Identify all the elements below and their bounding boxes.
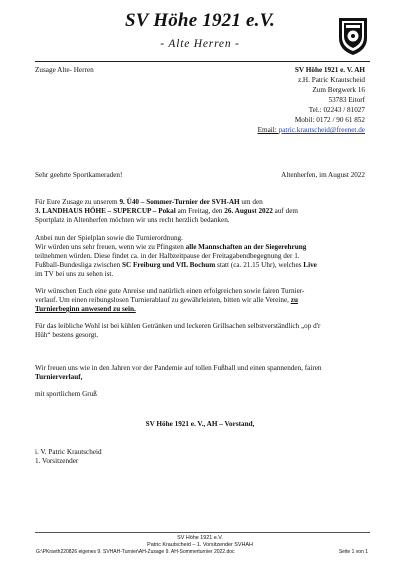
footer-page-number: Seite 1 von 1 — [338, 549, 368, 555]
signature-name: i. V. Patric Krautscheid — [35, 448, 102, 456]
p1b-seg-3: 26. August 2022 — [224, 207, 273, 215]
body-p3-line2 — [35, 296, 298, 305]
p1-seg-3: um den — [239, 198, 263, 206]
body-p4-line1: Für das leibliche Wohl ist bei kühlen Getränken und leckeren Grillsachen selbstverständlich „op d'r — [35, 322, 321, 330]
p3b-seg-1: verlauf. Um einen reibungslosen Turnierablauf zu gewährleisten, bitten wir alle Vereine, — [35, 296, 291, 304]
sender-city: 53783 Eitorf — [328, 96, 365, 104]
body-p5-line2: Turnierverlauf, — [35, 373, 83, 381]
footer-rule — [35, 532, 370, 533]
p1b-seg-1: 3. LANDHAUS HÖHE – SUPERCUP – Pokal — [35, 207, 176, 215]
p1b-seg-4: auf dem — [272, 207, 298, 215]
sender-street: Zum Bergwerk 16 — [312, 86, 365, 94]
p3b-seg-2: zu — [290, 296, 298, 304]
body-p5-line1: Wir freuen uns wie in den Jahren vor der Pandemie auf tollen Fußball und einen spannenden, fairen — [35, 364, 322, 372]
body-p2-line2 — [35, 243, 306, 252]
p2d-seg-1: Fußball-Bundesliga zwischen — [35, 261, 123, 269]
sender-email-link[interactable]: patric.krautscheid@freenet.de — [278, 126, 365, 134]
body-p1-line2 — [35, 207, 298, 216]
sender-email-label: Email: — [257, 126, 279, 134]
body-p2-line1: Anbei nun der Spielplan sowie die Turnierordnung. — [35, 234, 183, 242]
closing-greeting: mit sportlichem Gruß — [35, 390, 97, 398]
body-p2-line4 — [35, 261, 317, 270]
body-p3-line3: Turnierbeginn anwesend zu sein. — [35, 305, 136, 313]
p2b-seg-1: Wir würden uns sehr freuen, wenn wie zu Pfingsten — [35, 243, 186, 251]
sender-contact: z.H. Patric Krautscheid — [297, 76, 365, 84]
club-subtitle: - Alte Herren - — [160, 38, 240, 50]
footer-filepath-text: PKravth220826 eigenes 9. SVHAH-Turnier\AH-Zusage 9. AH-Sommerturnier 2022.doc — [42, 549, 235, 555]
header-rule — [35, 61, 370, 62]
club-crest-icon — [337, 16, 369, 56]
p2d-seg-3: statt (ca. 21.15 Uhr), welches — [215, 261, 304, 269]
signoff: SV Höhe 1921 e. V., AH – Vorstand, — [145, 420, 255, 428]
body-p2-line3: teilnehmen würden. Diese findet ca. in der Halbzeitpause der Freitagabendbegegnung der 1. — [35, 252, 300, 260]
sender-tel: Tel.: 02243 / 81027 — [308, 106, 365, 114]
body-p2-line5: im TV bei uns zu sehen ist. — [35, 270, 114, 278]
sender-email-line — [258, 126, 365, 135]
p1b-seg-2: am Freitag, den — [175, 207, 225, 215]
p1-seg-2: 9. Ü40 – Sommer-Turnier der SVH-AH — [119, 198, 240, 206]
salutation: Sehr geehrte Sportkameraden! — [35, 171, 123, 179]
footer-filepath — [36, 549, 235, 555]
place-date: Altenherfen, im August 2022 — [281, 171, 365, 179]
p1-seg-1: Für Eure Zusage zu unserem — [35, 198, 120, 206]
body-p1-line1 — [35, 198, 263, 207]
footer-contact: Patric Krautscheid – 1. Vorsitzender SVHAH — [147, 542, 253, 548]
p2b-seg-2: alle Mannschaften an der Siegerehrung — [185, 243, 307, 251]
p2d-seg-2: SC Freiburg und VfL Bochum — [122, 261, 216, 269]
body-p3-line1: Wir wünschen Euch eine gute Anreise und natürlich einen erfolgreichen sowie fairen Turnier- — [35, 287, 305, 295]
footer-filepath-prefix: G:\ — [36, 549, 43, 555]
body-p4-line2: Hüh“ bestens gesorgt. — [35, 331, 99, 339]
footer-club: SV Höhe 1921 e.V. — [177, 535, 223, 541]
body-p1-line3: Sportplatz in Altenherfen möchten wir uns recht herzlich bedanken. — [35, 216, 230, 224]
subject-left: Zusage Alte- Herren — [35, 66, 94, 74]
sender-mobil: Mobil: 0172 / 90 61 852 — [294, 116, 365, 124]
club-title: SV Höhe 1921 e.V. — [125, 10, 275, 31]
sender-org: SV Höhe 1921 e. V. AH — [294, 66, 365, 74]
p2d-seg-4: Live — [303, 261, 317, 269]
signature-role: 1. Vorsitzender — [35, 457, 79, 465]
